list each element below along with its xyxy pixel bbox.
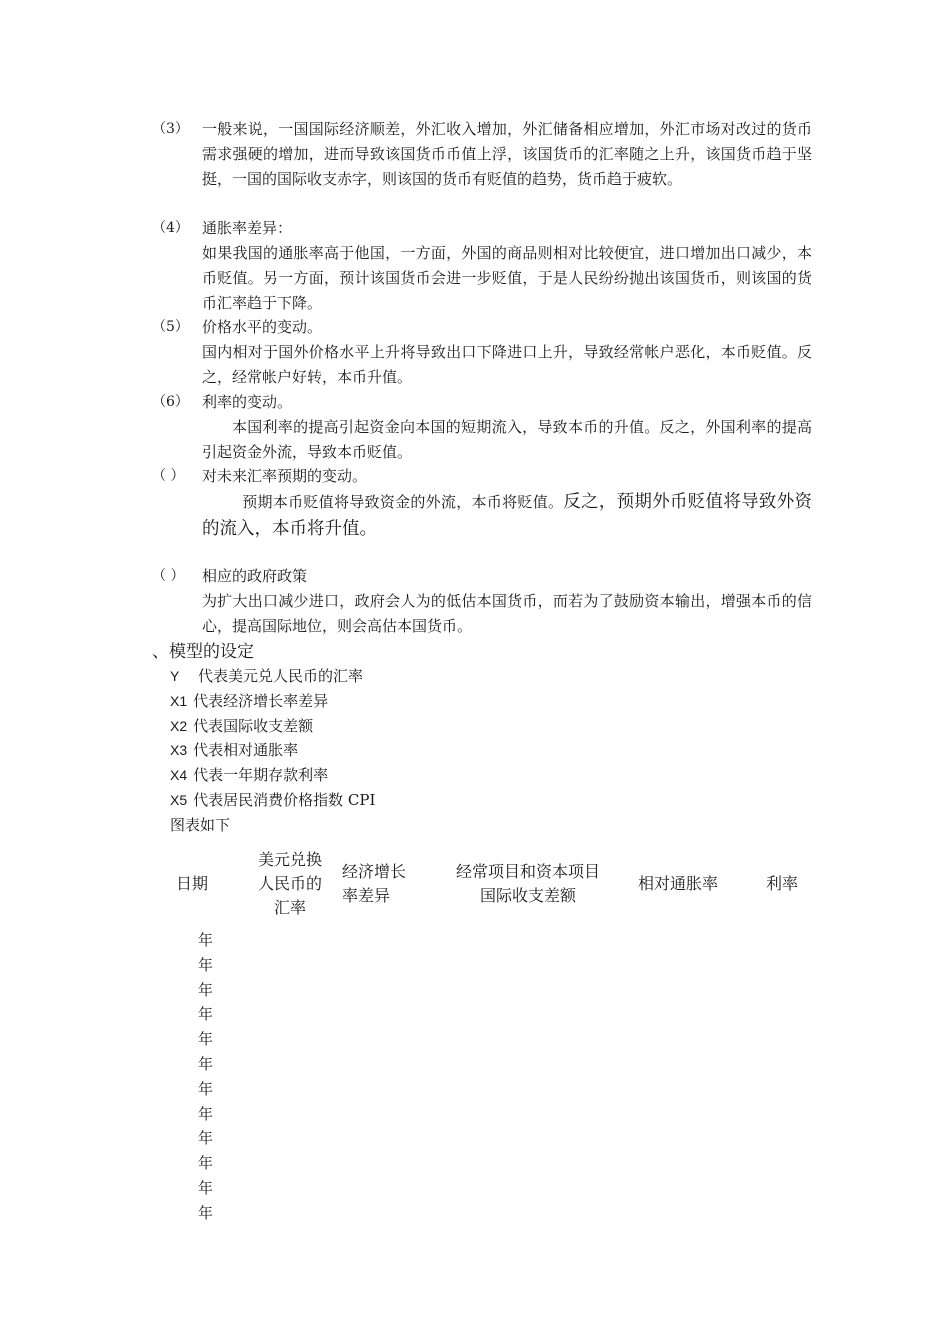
item-title: 价格水平的变动。 <box>202 318 323 336</box>
header-line: 经济增长 <box>342 862 407 881</box>
variable-row <box>170 788 375 813</box>
item-paragraph: 国内相对于国外价格水平上升将导致出口下降进口上升，导致经常帐户恶化，本币贬值。反之，经常帐户好转，本币升值。 <box>202 343 812 386</box>
header-line: 美元兑换 <box>257 850 322 869</box>
item-number: （4） <box>152 220 189 236</box>
variable-code: X1 <box>170 692 188 709</box>
table-header-inflation <box>628 872 728 896</box>
table-row-year: 年 <box>198 931 214 949</box>
variable-desc: 代表美元兑人民币的汇率 <box>198 667 364 685</box>
table-caption: 图表如下 <box>170 816 231 834</box>
header-line: 相对通胀率 <box>637 874 718 893</box>
factor-item-6 <box>152 390 812 465</box>
item-paragraph: 本国利率的提高引起资金向本国的短期流入，导致本币的升值。反之，外国利率的提高引起资金外流，导致本币贬值。 <box>202 418 812 461</box>
item-sentence: 反之，预期外币贬值将导致外资的流入，本币将升值。 <box>202 492 812 539</box>
variable-row <box>170 763 375 788</box>
header-line: 利率 <box>765 874 798 893</box>
table-row-year: 年 <box>198 1079 214 1098</box>
item-title: 对未来汇率预期的变动。 <box>202 467 368 485</box>
variable-code: X5 <box>170 791 188 808</box>
table-header-rate <box>248 848 332 920</box>
table-row-year: 年 <box>198 1054 214 1073</box>
header-line: 经常项目和资本项目 <box>455 862 600 881</box>
variable-code: X3 <box>170 742 188 759</box>
variable-row <box>170 664 375 689</box>
table-row-year: 年 <box>198 1178 214 1197</box>
item-number: （3） <box>152 121 189 137</box>
variable-row <box>170 714 375 739</box>
variable-list <box>170 664 375 813</box>
variable-code: X4 <box>170 767 188 784</box>
item-title: 相应的政府政策 <box>202 567 308 585</box>
item-number: （5） <box>152 319 189 335</box>
table-row-year: 年 <box>198 1005 214 1024</box>
variable-row <box>170 738 375 763</box>
header-line: 国际收支差额 <box>479 886 576 905</box>
variable-code: X2 <box>170 717 188 734</box>
table-row-year: 年 <box>198 955 214 974</box>
variable-row <box>170 689 375 714</box>
variable-desc: 代表相对通胀率 <box>193 741 299 760</box>
table-row-year: 年 <box>198 980 214 999</box>
factor-item-5 <box>152 315 812 390</box>
item-body <box>202 315 812 390</box>
header-line: 汇率 <box>273 898 306 917</box>
table-header-interest <box>755 872 809 896</box>
item-body <box>202 564 812 639</box>
item-body <box>202 390 812 465</box>
table-row-year: 年 <box>198 1154 214 1173</box>
table-header-date <box>168 872 216 896</box>
header-line: 人民币的 <box>257 874 322 893</box>
variable-desc: 代表国际收支差额 <box>193 716 314 735</box>
table-row-year: 年 <box>198 1203 214 1222</box>
item-number: （ ） <box>152 568 185 584</box>
item-paragraph <box>202 489 812 543</box>
section-heading: 、模型的设定 <box>152 642 254 662</box>
item-body <box>202 216 812 316</box>
table-header-balance <box>440 860 616 908</box>
table-row-year: 年 <box>198 1030 214 1049</box>
item-body <box>202 117 812 192</box>
item-title: 通胀率差异： <box>202 219 293 237</box>
variable-desc: 代表经济增长率差异 <box>193 691 329 710</box>
item-number: （6） <box>152 394 189 410</box>
factor-item-policy <box>152 564 812 639</box>
header-line: 日期 <box>175 874 208 893</box>
item-body <box>202 464 812 543</box>
item-paragraph: 一般来说，一国国际经济顺差，外汇收入增加，外汇储备相应增加，外汇市场对改过的货币需求强硬的增加，进而导致该国货币币值上浮，该国货币的汇率随之上升，该国货币趋于坚挺，一国的国际收支赤字，则该国的货币有贬值的趋势，货币趋于疲软。 <box>202 120 812 188</box>
variable-desc: 代表一年期存款利率 <box>193 766 329 785</box>
table-row-year: 年 <box>198 1129 214 1148</box>
item-paragraph: 为扩大出口减少进口，政府会人为的低估本国货币，而若为了鼓励资本输出，增强本币的信心，提高国际地位，则会高估本国货币。 <box>202 592 812 635</box>
factor-item-expectation <box>152 464 812 543</box>
header-line: 率差异 <box>342 886 391 905</box>
item-sentence: 预期本币贬值将导致资金的外流，本币将贬值。 <box>242 493 564 511</box>
table-header-growth <box>342 860 426 908</box>
table-rows <box>198 928 213 1226</box>
variable-desc: 代表居民消费价格指数 CPI <box>193 790 376 809</box>
item-paragraph: 如果我国的通胀率高于他国，一方面，外国的商品则相对比较便宜，进口增加出口减少，本币贬值。另一方面，预计该国货币会进一步贬值，于是人民纷纷抛出该国货币，则该国的货币汇率趋于下降。 <box>202 244 812 312</box>
factor-item-4 <box>152 216 812 316</box>
item-number: （ ） <box>152 468 185 484</box>
variable-code: Y <box>170 668 180 684</box>
factor-item-3 <box>152 117 812 192</box>
item-title: 利率的变动。 <box>202 393 293 411</box>
table-row-year: 年 <box>198 1104 214 1123</box>
